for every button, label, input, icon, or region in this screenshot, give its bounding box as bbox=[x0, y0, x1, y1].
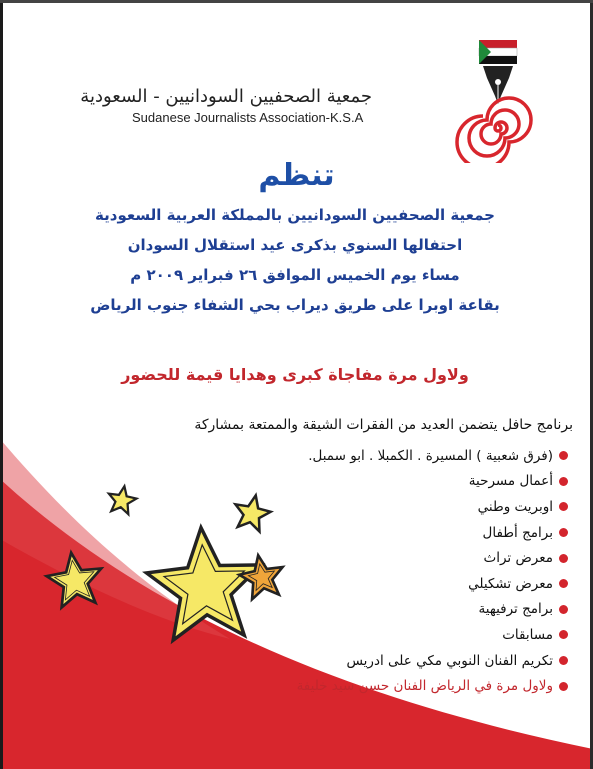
list-item bbox=[288, 545, 568, 571]
intro-line: بقاعة اوبرا على طريق ديراب بحي الشفاء جنوب الرياض bbox=[90, 296, 500, 314]
list-item-label: برامج أطفال bbox=[482, 524, 553, 541]
bullet-icon bbox=[559, 451, 568, 460]
bullet-icon bbox=[559, 605, 568, 614]
list-item bbox=[288, 648, 568, 674]
event-intro bbox=[30, 200, 560, 320]
list-item-label: اوبريت وطني bbox=[477, 498, 553, 515]
list-item bbox=[288, 520, 568, 546]
list-item-label: ولاول مرة في الرياض الفنان حسن سيد خليفة bbox=[296, 678, 553, 695]
list-item-label: تكريم الفنان النوبي مكي على ادريس bbox=[346, 652, 553, 669]
star-icon bbox=[237, 552, 288, 601]
sudan-flag-icon bbox=[479, 40, 517, 64]
list-item-label: معرض تراث bbox=[483, 550, 553, 567]
bullet-icon bbox=[559, 502, 568, 511]
bullet-icon bbox=[559, 579, 568, 588]
list-item bbox=[288, 571, 568, 597]
list-item bbox=[288, 673, 568, 699]
star-icon bbox=[231, 492, 273, 533]
list-item bbox=[288, 469, 568, 495]
spiral-icon bbox=[457, 98, 531, 163]
list-item-label: معرض تشكيلي bbox=[468, 575, 553, 592]
star-icon bbox=[144, 524, 266, 642]
program-intro: برنامج حافل يتضمن العديد من الفقرات الشيقة والممتعة بمشاركة bbox=[194, 417, 573, 433]
star-icon bbox=[106, 484, 138, 515]
scan-edge-top bbox=[0, 0, 593, 3]
org-name-arabic: جمعية الصحفيين السودانيين - السعودية bbox=[80, 86, 372, 107]
bullet-icon bbox=[559, 477, 568, 486]
surprise-announcement: ولاول مرة مفاجاة كبرى وهدايا قيمة للحضور bbox=[121, 365, 469, 384]
list-item-label: برامج ترفيهية bbox=[478, 601, 553, 618]
bullet-icon bbox=[559, 656, 568, 665]
list-item-label: مسابقات bbox=[502, 626, 553, 643]
list-item-label: أعمال مسرحية bbox=[468, 473, 553, 490]
bullet-icon bbox=[559, 630, 568, 639]
program-list bbox=[288, 443, 568, 699]
list-item bbox=[288, 622, 568, 648]
list-item bbox=[288, 597, 568, 623]
bullet-icon bbox=[559, 528, 568, 537]
stars-decoration bbox=[40, 480, 330, 680]
list-item-label: (فرق شعبية ) المسيرة . الكمبلا . ابو سمبل. bbox=[308, 447, 553, 464]
scan-edge-left bbox=[0, 0, 3, 769]
org-name-english: Sudanese Journalists Association-K.S.A bbox=[132, 110, 364, 125]
headline: تنظم bbox=[258, 158, 335, 193]
association-logo-icon bbox=[443, 38, 553, 163]
intro-line: جمعية الصحفيين السودانيين بالمملكة العربية السعودية bbox=[95, 206, 495, 224]
list-item bbox=[288, 494, 568, 520]
bullet-icon bbox=[559, 682, 568, 691]
bullet-icon bbox=[559, 554, 568, 563]
intro-line: احتفالها السنوي بذكرى عيد استقلال السودان bbox=[127, 236, 463, 254]
intro-line: مساء يوم الخميس الموافق ٢٦ فبراير ٢٠٠٩ م bbox=[130, 266, 460, 284]
star-icon bbox=[44, 549, 106, 609]
list-item bbox=[288, 443, 568, 469]
